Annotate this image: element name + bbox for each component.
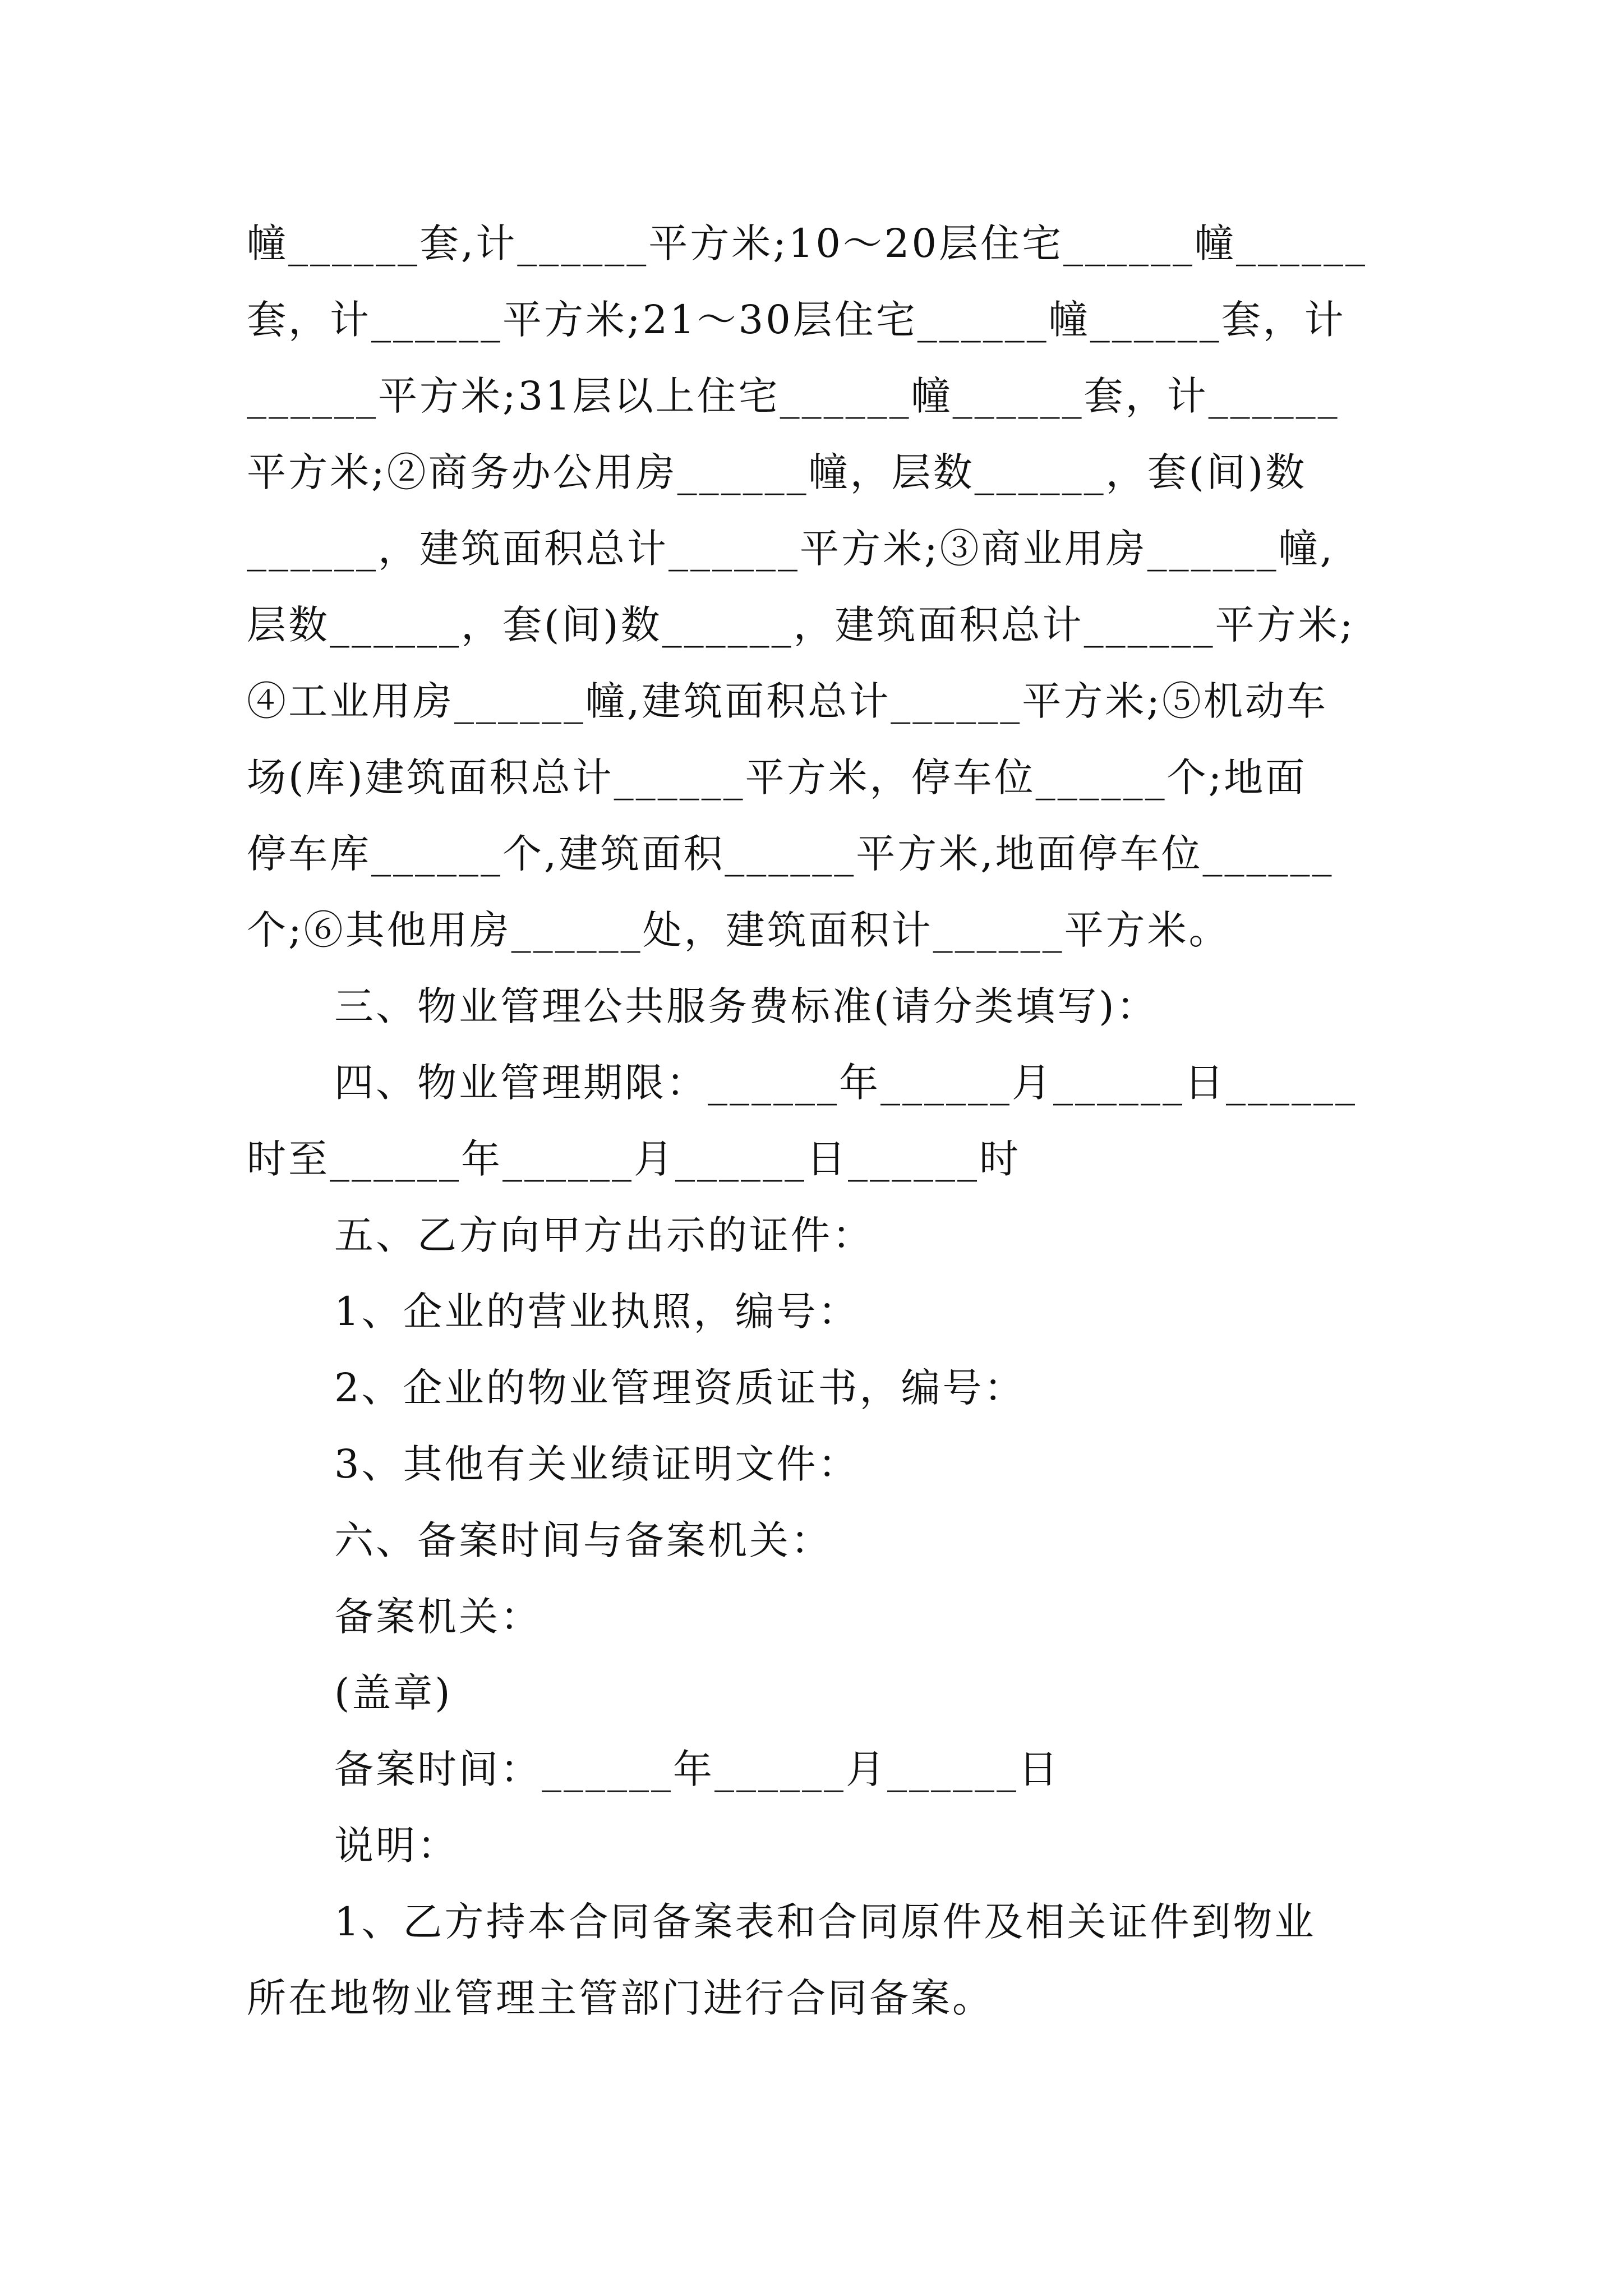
section-heading-certificates: 五、乙方向甲方出示的证件： bbox=[334, 1212, 874, 1258]
paragraph-line: ______，建筑面积总计______平方米;③商业用房______幢, bbox=[247, 526, 1335, 572]
filing-authority-label: 备案机关： bbox=[334, 1594, 542, 1640]
section-heading-term: 四、物业管理期限：______年______月______日______ bbox=[334, 1060, 1357, 1106]
notes-heading: 说明： bbox=[334, 1823, 459, 1869]
paragraph-line: 平方米;②商务办公用房______幢，层数______，套(间)数 bbox=[247, 449, 1307, 495]
note-item: 1、乙方持本合同备案表和合同原件及相关证件到物业 bbox=[334, 1899, 1316, 1945]
paragraph-line: 停车库______个,建筑面积______平方米,地面停车位______ bbox=[247, 831, 1334, 877]
list-item: 2、企业的物业管理资质证书，编号： bbox=[334, 1365, 1026, 1411]
list-item: 1、企业的营业执照，编号： bbox=[334, 1289, 860, 1335]
section-heading-fee-standard: 三、物业管理公共服务费标准(请分类填写)： bbox=[334, 983, 1158, 1029]
paragraph-line: 场(库)建筑面积总计______平方米，停车位______个;地面 bbox=[247, 754, 1307, 800]
list-item: 3、其他有关业绩证明文件： bbox=[334, 1441, 860, 1487]
paragraph-line: 所在地物业管理主管部门进行合同备案。 bbox=[247, 1975, 994, 2021]
paragraph-line: 时至______年______月______日______时 bbox=[247, 1136, 1021, 1182]
paragraph-line: ④工业用房______幢,建筑面积总计______平方米;⑤机动车 bbox=[247, 678, 1328, 724]
filing-date-label: 备案时间：______年______月______日 bbox=[334, 1746, 1060, 1792]
paragraph-line: 套，计______平方米;21～30层住宅______幢______套，计 bbox=[247, 297, 1346, 343]
paragraph-line: 层数______，套(间)数______，建筑面积总计______平方米; bbox=[247, 602, 1355, 648]
paragraph-line: 幢______套,计______平方米;10～20层住宅______幢______ bbox=[247, 220, 1367, 266]
section-heading-filing: 六、备案时间与备案机关： bbox=[334, 1517, 832, 1563]
paragraph-line: 个;⑥其他用房______处，建筑面积计______平方米。 bbox=[247, 907, 1230, 953]
seal-label: (盖章) bbox=[334, 1670, 453, 1716]
paragraph-line: ______平方米;31层以上住宅______幢______套，计______ bbox=[247, 373, 1340, 419]
